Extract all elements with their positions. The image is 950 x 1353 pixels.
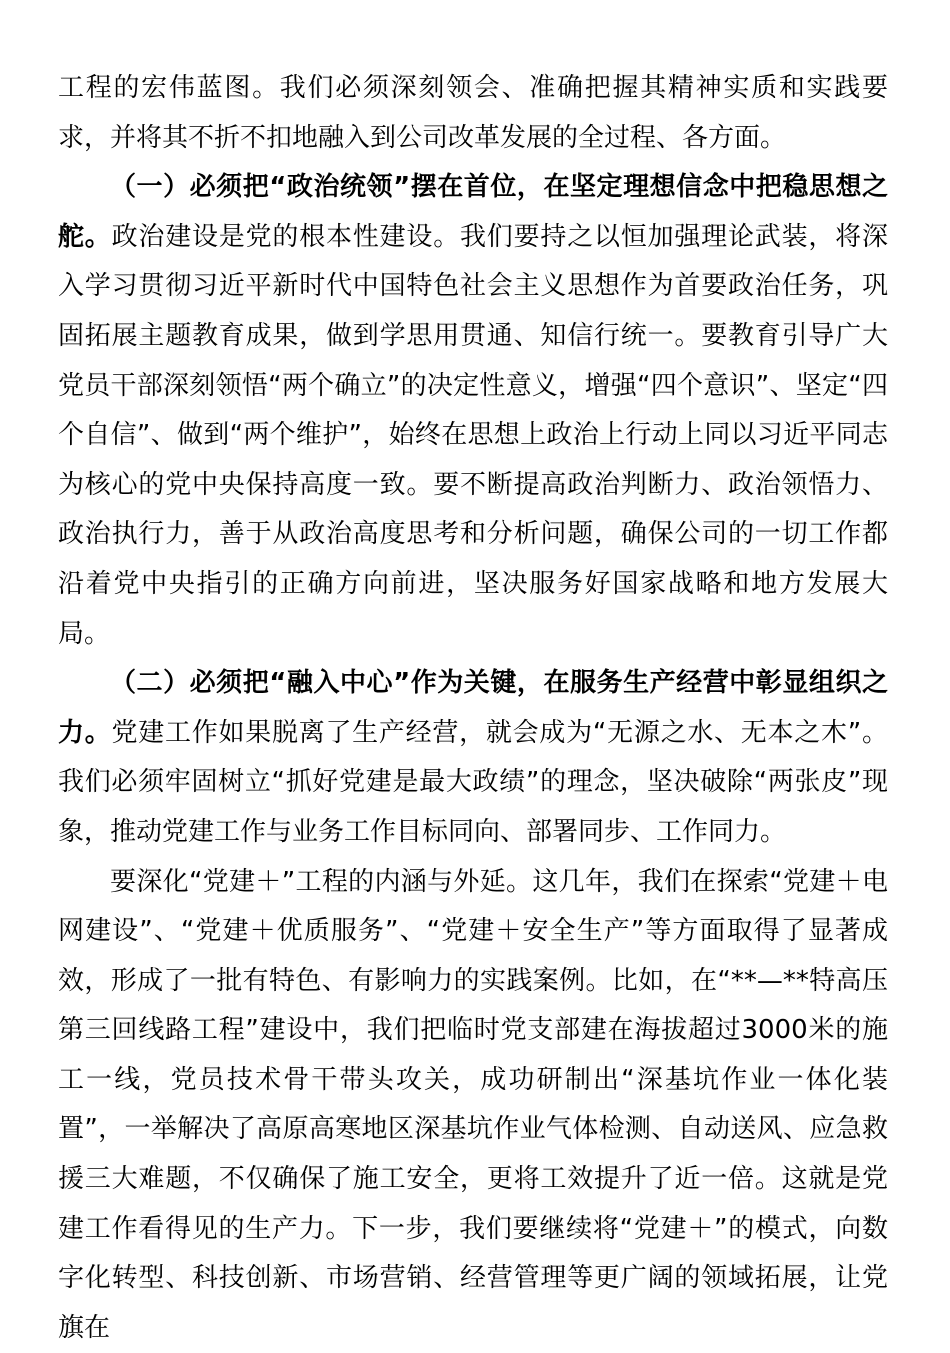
paragraph-intro: 工程的宏伟蓝图。我们必须深刻领会、准确把握其精神实质和实践要求，并将其不折不扣地融入到公司改革发展的全过程、各方面。	[58, 64, 888, 163]
section-2-heading: （二）必须把“融入中心”作为关键，在服务生产经营中彰显组织之力。	[58, 668, 888, 748]
section-1-heading: （一）必须把“政治统领”摆在首位，在坚定理想信念中把稳思想之舵。	[58, 172, 888, 252]
section-2-paragraph	[58, 659, 888, 857]
section-1-paragraph	[58, 163, 888, 659]
section-2-body: 党建工作如果脱离了生产经营，就会成为“无源之水、无本之木”。我们必须牢固树立“抓好党建是最大政绩”的理念，坚决破除“两张皮”现象，推动党建工作与业务工作目标同向、部署同步、工作同力。	[58, 718, 888, 847]
paragraph-party-plus: 要深化“党建＋”工程的内涵与外延。这几年，我们在探索“党建＋电网建设”、“党建＋优质服务”、“党建＋安全生产”等方面取得了显著成效，形成了一批有特色、有影响力的实践案例。比如，在“**—**特高压第三回线路工程”建设中，我们把临时党支部建在海拔超过3000米的施工一线，党员技术骨干带头攻关，成功研制出“深基坑作业一体化装置”，一举解决了高原高寒地区深基坑作业气体检测、自动送风、应急救援三大难题，不仅确保了施工安全，更将工效提升了近一倍。这就是党建工作看得见的生产力。下一步，我们要继续将“党建＋”的模式，向数字化转型、科技创新、市场营销、经营管理等更广阔的领域拓展，让党旗在	[58, 858, 888, 1353]
document-page	[58, 64, 888, 1353]
section-1-body: 政治建设是党的根本性建设。我们要持之以恒加强理论武装，将深入学习贯彻习近平新时代中国特色社会主义思想作为首要政治任务，巩固拓展主题教育成果，做到学思用贯通、知信行统一。要教育引导广大党员干部深刻领悟“两个确立”的决定性意义，增强“四个意识”、坚定“四个自信”、做到“两个维护”，始终在思想上政治上行动上同以习近平同志为核心的党中央保持高度一致。要不断提高政治判断力、政治领悟力、政治执行力，善于从政治高度思考和分析问题，确保公司的一切工作都沿着党中央指引的正确方向前进，坚决服务好国家战略和地方发展大局。	[58, 222, 888, 649]
